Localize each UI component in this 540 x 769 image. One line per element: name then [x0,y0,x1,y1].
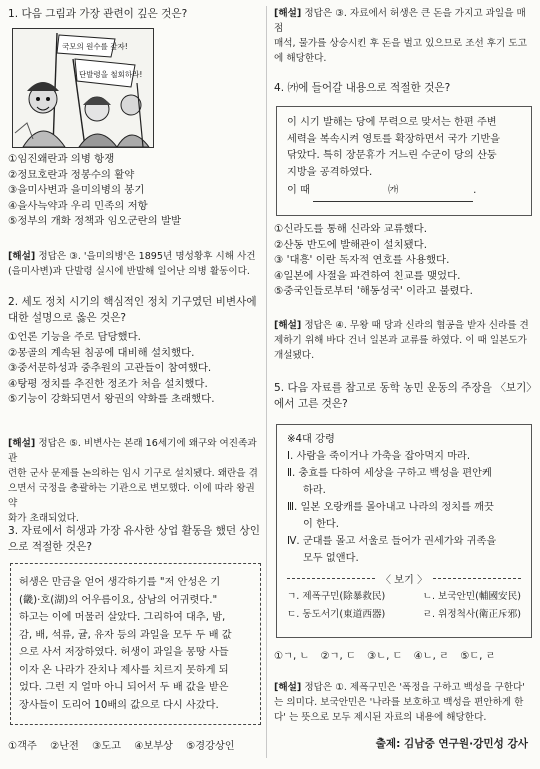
q1-question: 1. 다음 그림과 가장 관련이 깊은 것은? [8,8,188,20]
option[interactable]: ④일본에 사절을 파견하여 친교를 맺었다. [274,269,461,282]
option[interactable]: ①신라도를 통해 신라와 교류했다. [274,223,428,235]
explanation-tag: [해설] [274,8,302,19]
q5-question [274,380,537,412]
righteous-army-illustration [12,28,154,148]
q4-question: 4. ㈎에 들어갈 내용으로 적절한 것은? [274,82,451,94]
q3-options [8,737,245,752]
platform-item: Ⅲ. 일본 오랑캐를 몰아내고 나라의 정치를 깨끗 [287,502,494,513]
explanation-line: 련한 군사 문제를 논의하는 임시 기구로 설치됐다. 왜란을 겪 [8,468,258,479]
q3-question [8,523,260,555]
bogi-item[interactable]: ㄷ. 동도서기(東道西器) [287,609,386,620]
period: . [473,185,477,196]
platform-item: Ⅱ. 충효를 다하여 세상을 구하고 백성을 편안케 [287,468,492,479]
platform-item: Ⅰ. 사람을 죽이거나 가축을 잡아먹지 마라. [287,451,471,462]
explanation-line: 정답은 ③. 자료에서 허생은 큰 돈을 가지고 과일을 매점 [274,8,526,34]
explanation-line: 는 의미다. 보국안민은 '나라를 보호하고 백성을 편안하게 한 [274,697,524,708]
flag-slogan-2: 단발령을 철회하라! [79,70,143,79]
option[interactable]: ③을미사변과 을미의병의 봉기 [8,184,145,197]
option[interactable]: ⑤중국인들로부터 '해동성국' 이라고 불렸다. [274,285,473,298]
q1-options [8,152,181,230]
option[interactable]: ②몽골의 계속된 침공에 대비해 설치했다. [8,346,195,359]
explanation-line: 정답은 ③. '을미의병'은 1895년 명성황후 시해 사건 [38,251,256,262]
option[interactable]: ②난전 [50,741,79,752]
source-line: 세력을 복속시켜 영토를 확장하면서 국가 기반을 [287,133,501,145]
explanation-line: 제하기 위해 바다 건너 일본과 교류를 하였다. 이 때 일본도가 [274,335,527,346]
answer-blank: ㈎ [313,181,473,202]
bogi-item[interactable]: ㄴ. 보국안민(輔國安民) [422,591,521,602]
option[interactable]: ④ㄴ, ㄹ [413,651,449,662]
explanation-line: 화가 초래되었다. [8,513,79,524]
source-line: 닦았다. 특히 장문휴가 거느린 수군이 당의 산둥 [287,150,497,161]
option[interactable]: ②ㄱ, ㄷ [320,651,356,662]
q2-options [8,330,215,408]
q5-options [274,647,495,662]
platform-item-cont: 이 한다. [303,519,339,530]
option[interactable]: ④탕평 정치를 추진한 정조가 처음 설치했다. [8,377,208,390]
source-line: 허생은 만금을 얻어 생각하기를 "저 안성은 기 [19,577,221,588]
q1-explanation [8,249,256,279]
option[interactable]: ②산동 반도에 발해관이 설치됐다. [274,238,428,251]
option[interactable]: ④을사늑약과 우리 민족의 저항 [8,199,148,212]
option[interactable]: ⑤ㄷ, ㄹ [460,651,496,662]
illustration-svg [13,29,153,147]
source-line: 이 시기 발해는 당에 무력으로 맞서는 한편 주변 [287,117,497,128]
option[interactable]: ⑤정부의 개화 정책과 임오군란의 발발 [8,215,182,228]
source-line: 었다. 그런 지 얼마 아니 되어서 두 배 값을 받은 [19,682,229,693]
option[interactable]: ⑤기능이 강화되면서 왕권의 약화를 초래했다. [8,393,215,406]
bogi-item[interactable]: ㄹ. 위정척사(衛正斥邪) [422,609,521,620]
source-line: 이자 온 나라가 잔치나 제사를 치르지 못하게 되 [19,664,229,676]
option[interactable]: ③ㄴ, ㄷ [367,651,403,662]
bogi-item[interactable]: ㄱ. 제폭구민(除暴救民) [287,591,386,602]
explanation-line: (을미사변)과 단발령 실시에 반발해 일어난 의병 활동이다. [8,266,250,277]
q5-source-box [276,424,532,638]
q2-explanation [8,436,261,526]
platform-item: Ⅳ. 군대를 몰고 서울로 들어가 권세가와 귀족을 [287,536,497,547]
explanation-tag: [해설] [8,251,36,262]
q4-explanation [274,318,529,363]
explanation-line: 정답은 ①. 제폭구민은 '폭정을 구하고 백성을 구한다' [304,682,525,693]
option[interactable]: ①언론 기능을 주로 담당했다. [8,331,141,343]
question-line: 2. 세도 정치 시기의 핵심적인 정치 기구였던 비변사에 [8,296,257,308]
column-divider [266,6,267,758]
bogi-label: 〈 보기 〉 [380,575,428,586]
explanation-line: 다' 는 뜻으로 모두 제시된 자료의 내용에 해당한다. [274,712,487,723]
question-line: 3. 자료에서 허생과 가장 유사한 상업 활동을 했던 상인 [8,525,260,537]
explanation-line: 으면서 국정을 총괄하는 기관으로 변모했다. 이에 따라 왕권 약 [8,483,255,509]
source-line: 감, 배, 석류, 귤, 유자 등의 과일을 모두 두 배 값 [19,629,232,641]
explanation-line: 에 해당한다. [274,53,327,64]
source-line: 하고는 이에 머물러 살았다. 그리하여 대추, 밤, [19,612,226,623]
platform-item-cont: 모두 없앤다. [303,553,359,564]
option[interactable]: ①객주 [8,741,37,752]
q4-source-box [276,106,532,216]
source-line: 지방을 공격하였다. [287,166,373,178]
explanation-line: 정답은 ④. 무왕 때 당과 신라의 협공을 받자 신라를 견 [304,320,529,331]
explanation-line: 개설됐다. [274,350,315,361]
source-line: 으로 사서 저장하였다. 허생이 과일을 몽땅 사들 [19,647,229,658]
option[interactable]: ③도고 [92,741,121,752]
option[interactable]: ②정묘호란과 정봉수의 활약 [8,168,135,181]
source-credit: 출제: 김남중 연구원·강민성 강사 [375,738,528,750]
source-line: 장사들이 도리어 10배의 값으로 다시 사갔다. [19,699,219,711]
bogi-header [287,571,521,586]
option[interactable]: ③ '대흥' 이란 독자적 연호를 사용했다. [274,254,450,267]
option[interactable]: ③중서문하성과 중추원의 고관들이 참여했다. [8,362,212,375]
blank-prefix: 이 때 [287,185,310,196]
question-line: 대한 설명으로 옳은 것은? [8,312,127,324]
explanation-line: 정답은 ⑤. 비변사는 본래 16세기에 왜구와 여진족과 관 [8,438,257,464]
source-line: (畿)·호(湖)의 어우름이요, 삼남의 어귀렷다." [19,594,218,606]
option[interactable]: ⑤경강상인 [186,741,235,752]
q5-explanation [274,680,525,725]
q2-question [8,294,257,326]
question-line: 으로 적절한 것은? [8,541,92,553]
explanation-tag: [해설] [274,682,302,693]
explanation-tag: [해설] [8,438,36,449]
q3-explanation [274,6,532,66]
question-line: 5. 다음 자료를 참고로 동학 농민 운동의 주장을 〈보기〉 [274,382,537,394]
question-line: 에서 고른 것은? [274,398,348,410]
option[interactable]: ①ㄱ, ㄴ [274,651,310,662]
q4-options [274,222,473,300]
q3-source-box [10,563,261,725]
explanation-tag: [해설] [274,320,302,331]
box-title: ※4대 강령 [287,434,335,445]
flag-slogan-1: 국모의 원수를 갚자! [62,42,128,51]
platform-item-cont: 하라. [303,485,326,496]
option[interactable]: ④보부상 [134,741,173,752]
explanation-line: 매석, 물가를 상승시킨 후 돈을 벌고 있으므로 조선 후기 도고 [274,38,527,49]
option[interactable]: ①임진왜란과 의병 항쟁 [8,153,115,165]
